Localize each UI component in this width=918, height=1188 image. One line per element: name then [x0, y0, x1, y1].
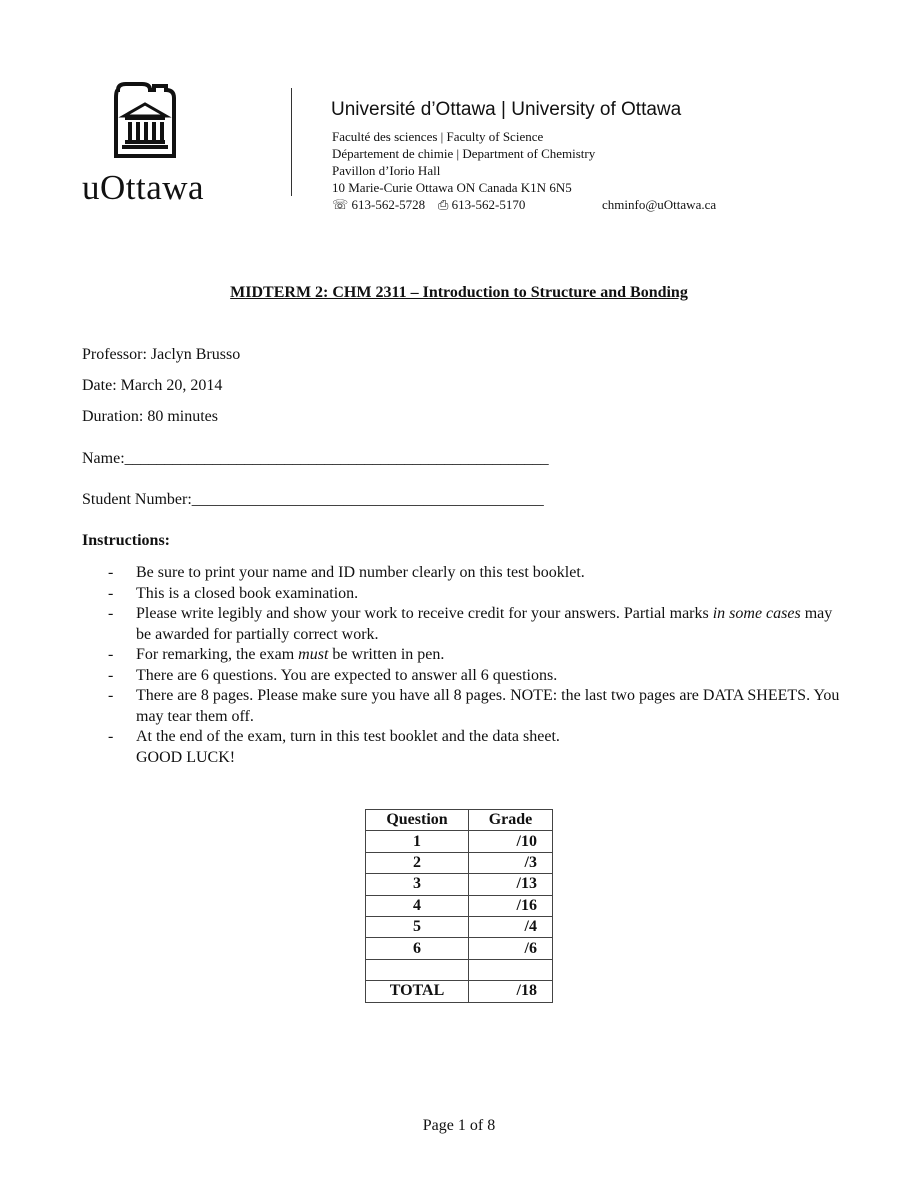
university-name: Université d’Ottawa | University of Ottawa [331, 99, 682, 120]
instructions-heading: Instructions: [82, 532, 171, 549]
instruction-item: - There are 8 pages. Please make sure you have all 8 pages. NOTE: the last two pages are DATA SHEETS. You may tear them off. [108, 687, 840, 725]
instruction-item: - For remarking, the exam must be written in pen. [108, 646, 445, 663]
page-number: Page 1 of 8 [422, 1117, 496, 1134]
instruction-item: - Be sure to print your name and ID number clearly on this test booklet. [108, 564, 585, 581]
instruction-item: - Please write legibly and show your work to receive credit for your answers. Partial marks in some cases may be awarded for partially correct work. [108, 605, 833, 643]
student-number-field[interactable]: Student Number:____________________________________________ [82, 491, 544, 508]
logo-wordmark: uOttawa [82, 168, 205, 207]
professor-line: Professor: Jaclyn Brusso [82, 346, 241, 363]
question-header: Question [366, 810, 469, 831]
table-row [366, 959, 553, 980]
building-line: Pavillon d’Iorio Hall [332, 163, 441, 178]
phone-icon: ☏ [332, 197, 349, 212]
exam-title: MIDTERM 2: CHM 2311 – Introduction to Structure and Bonding [230, 284, 688, 301]
grade-table [365, 809, 553, 1003]
table-row: 6 /6 [366, 938, 553, 959]
email-address: chminfo@uOttawa.ca [602, 197, 717, 212]
table-header-row [366, 810, 553, 831]
crest-building-icon [82, 82, 202, 164]
instruction-item: - This is a closed book examination. [108, 584, 359, 602]
department-address-block [332, 128, 717, 213]
table-row: 2 /3 [366, 852, 553, 873]
table-row: 1 /10 [366, 831, 553, 852]
name-field[interactable]: Name:_____________________________________________________ [82, 450, 549, 467]
date-line: Date: March 20, 2014 [82, 377, 223, 394]
header-divider [291, 88, 292, 196]
instruction-item: - There are 6 questions. You are expected to answer all 6 questions. [108, 666, 558, 684]
phone-number: 613-562-5728 [351, 197, 426, 212]
good-luck-text: GOOD LUCK! [136, 748, 236, 766]
address-line: 10 Marie-Curie Ottawa ON Canada K1N 6N5 [332, 180, 572, 195]
grade-header: Grade [469, 810, 553, 831]
department-line: Département de chimie | Department of Chemistry [332, 146, 596, 161]
phone-entry [332, 196, 425, 213]
table-row: 5 /4 [366, 916, 553, 937]
total-row: TOTAL /18 [366, 981, 553, 1002]
fax-entry [438, 196, 525, 213]
faculty-line: Faculté des sciences | Faculty of Science [332, 129, 544, 144]
instructions-list [82, 563, 842, 768]
fax-icon: ⎙ [438, 197, 449, 212]
instruction-item: - At the end of the exam, turn in this test booklet and the data sheet. [108, 728, 560, 745]
fax-number: 613-562-5170 [451, 197, 526, 212]
duration-line: Duration: 80 minutes [82, 408, 218, 425]
table-row: 4 /16 [366, 895, 553, 916]
contact-line [332, 196, 717, 213]
table-row: 3 /13 [366, 874, 553, 895]
